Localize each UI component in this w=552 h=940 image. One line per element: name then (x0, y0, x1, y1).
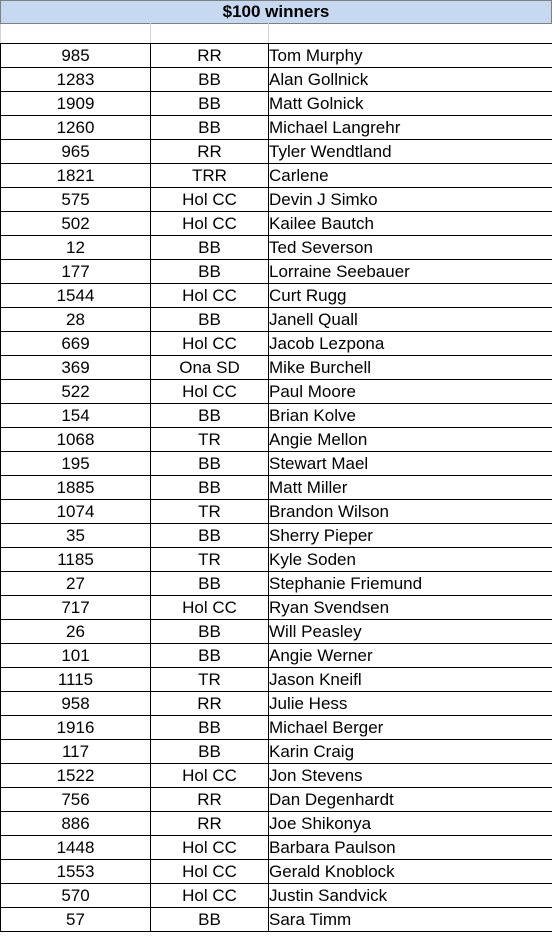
ticket-number-cell[interactable]: 117 (1, 740, 151, 764)
winner-name-cell[interactable]: Karin Craig (269, 740, 552, 764)
location-code-cell[interactable]: BB (151, 524, 269, 548)
winner-name-cell[interactable]: Barbara Paulson (269, 836, 552, 860)
table-row (1, 500, 552, 524)
winner-name-cell[interactable]: Kyle Soden (269, 548, 552, 572)
winner-name-cell[interactable]: Michael Langrehr (269, 116, 552, 140)
winner-name-cell[interactable]: Sara Timm (269, 908, 552, 932)
table-row (1, 620, 552, 644)
winner-name-cell[interactable]: Janell Quall (269, 308, 552, 332)
winner-name-cell[interactable]: Dan Degenhardt (269, 788, 552, 812)
sheet-title[interactable]: $100 winners (0, 0, 552, 23)
location-code-cell[interactable]: Hol CC (151, 860, 269, 884)
table-row (1, 428, 552, 452)
location-code-cell[interactable]: BB (151, 740, 269, 764)
ticket-number-cell[interactable]: 985 (1, 44, 151, 68)
ticket-number-cell[interactable]: 1821 (1, 164, 151, 188)
ticket-number-cell[interactable]: 1115 (1, 668, 151, 692)
table-row (1, 236, 552, 260)
location-code-cell[interactable]: BB (151, 644, 269, 668)
table-row (1, 860, 552, 884)
ticket-number-cell[interactable]: 965 (1, 140, 151, 164)
ticket-number-cell[interactable]: 570 (1, 884, 151, 908)
table-row (1, 332, 552, 356)
ticket-number-cell[interactable]: 1260 (1, 116, 151, 140)
winner-name-cell[interactable]: Matt Miller (269, 476, 552, 500)
location-code-cell[interactable]: BB (151, 236, 269, 260)
table-row (1, 116, 552, 140)
winner-name-cell[interactable]: Brian Kolve (269, 404, 552, 428)
winner-name-cell[interactable]: Devin J Simko (269, 188, 552, 212)
winner-name-cell[interactable]: Jon Stevens (269, 764, 552, 788)
ticket-number-cell[interactable]: 669 (1, 332, 151, 356)
table-row (1, 572, 552, 596)
ticket-number-cell[interactable]: 154 (1, 404, 151, 428)
location-code-cell[interactable]: RR (151, 44, 269, 68)
winner-name-cell[interactable]: Will Peasley (269, 620, 552, 644)
ticket-number-cell[interactable]: 522 (1, 380, 151, 404)
table-row (1, 740, 552, 764)
ticket-number-cell[interactable]: 1553 (1, 860, 151, 884)
location-code-cell[interactable]: Hol CC (151, 332, 269, 356)
ticket-number-cell[interactable]: 27 (1, 572, 151, 596)
table-row (1, 212, 552, 236)
winner-name-cell[interactable]: Joe Shikonya (269, 812, 552, 836)
winner-name-cell[interactable]: Stewart Mael (269, 452, 552, 476)
table-row (1, 476, 552, 500)
location-code-cell[interactable]: TRR (151, 164, 269, 188)
table-row (1, 692, 552, 716)
location-code-cell[interactable]: TR (151, 548, 269, 572)
ticket-number-cell[interactable]: 1068 (1, 428, 151, 452)
table-row (1, 644, 552, 668)
table-row (1, 284, 552, 308)
ticket-number-cell[interactable]: 28 (1, 308, 151, 332)
location-code-cell[interactable]: Ona SD (151, 356, 269, 380)
blank-cell[interactable] (1, 24, 151, 44)
ticket-number-cell[interactable]: 717 (1, 596, 151, 620)
winner-name-cell[interactable]: Julie Hess (269, 692, 552, 716)
winner-name-cell[interactable]: Sherry Pieper (269, 524, 552, 548)
ticket-number-cell[interactable]: 1185 (1, 548, 151, 572)
winner-name-cell[interactable]: Lorraine Seebauer (269, 260, 552, 284)
table-row (1, 524, 552, 548)
winner-name-cell[interactable]: Angie Werner (269, 644, 552, 668)
ticket-number-cell[interactable]: 1544 (1, 284, 151, 308)
ticket-number-cell[interactable]: 35 (1, 524, 151, 548)
location-code-cell[interactable]: Hol CC (151, 188, 269, 212)
location-code-cell[interactable]: BB (151, 476, 269, 500)
table-row (1, 68, 552, 92)
location-code-cell[interactable]: TR (151, 500, 269, 524)
winners-table (0, 23, 552, 932)
table-row (1, 716, 552, 740)
winner-name-cell[interactable]: Ted Severson (269, 236, 552, 260)
winner-name-cell[interactable]: Gerald Knoblock (269, 860, 552, 884)
table-row (1, 164, 552, 188)
location-code-cell[interactable]: RR (151, 788, 269, 812)
ticket-number-cell[interactable]: 1074 (1, 500, 151, 524)
table-row (1, 764, 552, 788)
ticket-number-cell[interactable]: 26 (1, 620, 151, 644)
location-code-cell[interactable]: BB (151, 68, 269, 92)
winner-name-cell[interactable]: Paul Moore (269, 380, 552, 404)
winner-name-cell[interactable]: Jason Kneifl (269, 668, 552, 692)
table-row (1, 788, 552, 812)
location-code-cell[interactable]: RR (151, 140, 269, 164)
ticket-number-cell[interactable]: 575 (1, 188, 151, 212)
location-code-cell[interactable]: Hol CC (151, 596, 269, 620)
blank-cell[interactable] (151, 24, 269, 44)
table-row (1, 812, 552, 836)
ticket-number-cell[interactable]: 958 (1, 692, 151, 716)
ticket-number-cell[interactable]: 886 (1, 812, 151, 836)
ticket-number-cell[interactable]: 177 (1, 260, 151, 284)
table-row (1, 668, 552, 692)
location-code-cell[interactable]: TR (151, 668, 269, 692)
table-row (1, 260, 552, 284)
winner-name-cell[interactable]: Justin Sandvick (269, 884, 552, 908)
table-row (1, 308, 552, 332)
blank-row (1, 24, 552, 44)
ticket-number-cell[interactable]: 756 (1, 788, 151, 812)
location-code-cell[interactable]: Hol CC (151, 884, 269, 908)
location-code-cell[interactable]: BB (151, 308, 269, 332)
ticket-number-cell[interactable]: 369 (1, 356, 151, 380)
ticket-number-cell[interactable]: 12 (1, 236, 151, 260)
table-row (1, 404, 552, 428)
ticket-number-cell[interactable]: 195 (1, 452, 151, 476)
location-code-cell[interactable]: RR (151, 692, 269, 716)
table-row (1, 884, 552, 908)
location-code-cell[interactable]: TR (151, 428, 269, 452)
winner-name-cell[interactable]: Ryan Svendsen (269, 596, 552, 620)
ticket-number-cell[interactable]: 1909 (1, 92, 151, 116)
location-code-cell[interactable]: BB (151, 452, 269, 476)
location-code-cell[interactable]: Hol CC (151, 212, 269, 236)
winner-name-cell[interactable]: Angie Mellon (269, 428, 552, 452)
winner-name-cell[interactable]: Alan Gollnick (269, 68, 552, 92)
ticket-number-cell[interactable]: 1522 (1, 764, 151, 788)
ticket-number-cell[interactable]: 1283 (1, 68, 151, 92)
winner-name-cell[interactable]: Stephanie Friemund (269, 572, 552, 596)
winner-name-cell[interactable]: Matt Golnick (269, 92, 552, 116)
location-code-cell[interactable]: BB (151, 716, 269, 740)
location-code-cell[interactable]: BB (151, 116, 269, 140)
table-row (1, 188, 552, 212)
ticket-number-cell[interactable]: 57 (1, 908, 151, 932)
table-row (1, 452, 552, 476)
location-code-cell[interactable]: BB (151, 92, 269, 116)
location-code-cell[interactable]: Hol CC (151, 764, 269, 788)
location-code-cell[interactable]: BB (151, 260, 269, 284)
winner-name-cell[interactable]: Michael Berger (269, 716, 552, 740)
winner-name-cell[interactable]: Kailee Bautch (269, 212, 552, 236)
location-code-cell[interactable]: Hol CC (151, 284, 269, 308)
winners-table-body (1, 24, 552, 932)
table-row (1, 548, 552, 572)
winner-name-cell[interactable]: Jacob Lezpona (269, 332, 552, 356)
ticket-number-cell[interactable]: 101 (1, 644, 151, 668)
winner-name-cell[interactable]: Brandon Wilson (269, 500, 552, 524)
table-row (1, 836, 552, 860)
ticket-number-cell[interactable]: 1916 (1, 716, 151, 740)
location-code-cell[interactable]: RR (151, 812, 269, 836)
location-code-cell[interactable]: BB (151, 572, 269, 596)
table-row (1, 140, 552, 164)
location-code-cell[interactable]: BB (151, 908, 269, 932)
winner-name-cell[interactable]: Curt Rugg (269, 284, 552, 308)
winner-name-cell[interactable]: Mike Burchell (269, 356, 552, 380)
location-code-cell[interactable]: Hol CC (151, 836, 269, 860)
ticket-number-cell[interactable]: 502 (1, 212, 151, 236)
winner-name-cell[interactable]: Carlene (269, 164, 552, 188)
ticket-number-cell[interactable]: 1448 (1, 836, 151, 860)
location-code-cell[interactable]: BB (151, 620, 269, 644)
table-row (1, 44, 552, 68)
location-code-cell[interactable]: BB (151, 404, 269, 428)
location-code-cell[interactable]: Hol CC (151, 380, 269, 404)
table-row (1, 908, 552, 932)
ticket-number-cell[interactable]: 1885 (1, 476, 151, 500)
table-row (1, 92, 552, 116)
table-row (1, 356, 552, 380)
winner-name-cell[interactable]: Tyler Wendtland (269, 140, 552, 164)
blank-cell[interactable] (269, 24, 552, 44)
table-row (1, 596, 552, 620)
winner-name-cell[interactable]: Tom Murphy (269, 44, 552, 68)
table-row (1, 380, 552, 404)
